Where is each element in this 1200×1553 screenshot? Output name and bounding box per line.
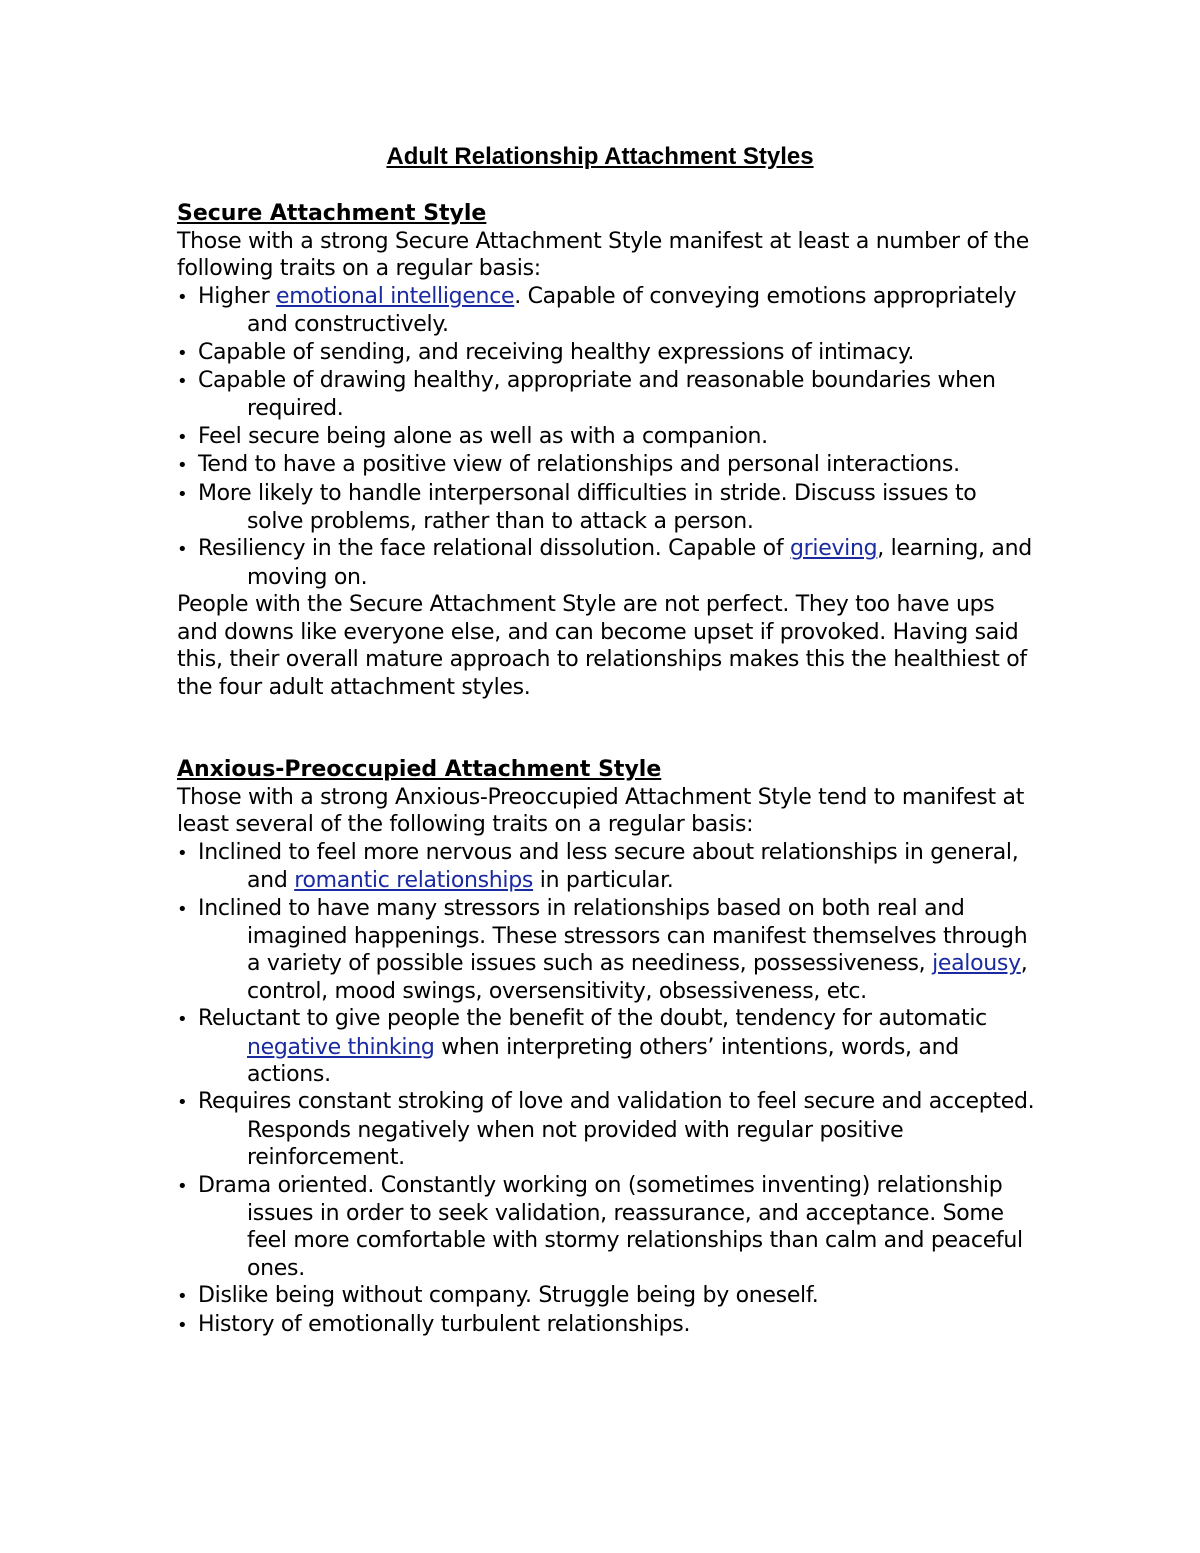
inline-link[interactable]: romantic relationships (294, 868, 534, 894)
anxious-intro: Those with a strong Anxious-Preoccupied Attachment Style tend to manifest at least several of the following traits on a regular basis: (177, 784, 1025, 838)
list-item-text: Requires constant stroking of love and validation to feel secure and accepted. Responds negatively when not provided with regular positive reinforcement. (198, 1089, 1035, 1171)
list-item (177, 1311, 1037, 1339)
list-item (177, 1172, 1037, 1283)
list-item (177, 423, 1037, 451)
list-item (177, 451, 1037, 479)
list-item (177, 1088, 1037, 1171)
document-title: Adult Relationship Attachment Styles (386, 143, 814, 170)
list-item-text: More likely to handle interpersonal difficulties in stride. Discuss issues to solve problems, rather than to attack a person. (198, 480, 977, 535)
list-item (177, 1282, 1037, 1310)
list-item-text-after: , control, mood swings, oversensitivity, obsessiveness, etc. (247, 951, 1028, 1004)
anxious-trait-list (177, 839, 1037, 1339)
section-spacer (177, 701, 1037, 756)
list-item (177, 283, 1037, 339)
list-item (177, 535, 1037, 591)
secure-heading: Secure Attachment Style (177, 201, 487, 226)
bullet-icon: • (177, 455, 188, 477)
inline-link[interactable]: emotional intelligence (276, 283, 515, 309)
list-item-text: Feel secure being alone as well as with a companion. (198, 423, 768, 449)
inline-link[interactable]: negative thinking (247, 1034, 435, 1060)
list-item-text: Dislike being without company. Struggle being by oneself. (198, 1283, 819, 1309)
list-item-text: Higher (198, 283, 277, 309)
list-item-text: Capable of sending, and receiving healthy expressions of intimacy. (198, 339, 915, 365)
anxious-section (177, 756, 1037, 1339)
list-item-text: Inclined to feel more nervous and less secure about relationships in general, and (198, 839, 1019, 894)
list-item-text-after: , learning, and moving on. (247, 536, 1032, 590)
list-item (177, 839, 1037, 895)
bullet-icon: • (177, 1286, 188, 1308)
bullet-icon: • (177, 539, 188, 561)
list-item (177, 895, 1037, 1006)
list-item-text: Capable of drawing healthy, appropriate and reasonable boundaries when required. (198, 368, 996, 422)
list-item-text-after: . Capable of conveying emotions appropriately and constructively. (247, 283, 1017, 338)
bullet-icon: • (177, 1175, 188, 1197)
secure-trait-list (177, 283, 1037, 591)
bullet-icon: • (177, 483, 188, 505)
inline-link[interactable]: jealousy (932, 951, 1021, 977)
list-item-text: Tend to have a positive view of relationships and personal interactions. (198, 452, 960, 478)
secure-intro: Those with a strong Secure Attachment Style manifest at least a number of the following traits on a regular basis: (177, 229, 1030, 282)
list-item-text: Resiliency in the face relational dissolution. Capable of (198, 536, 790, 562)
list-item-text: Inclined to have many stressors in relationships based on both real and imagined happenings. These stressors can manifest themselves through a variety of possible issues such as neediness, possessiveness, (198, 895, 1028, 977)
bullet-icon: • (177, 1092, 188, 1114)
bullet-icon: • (177, 1314, 188, 1336)
list-item-text-after: when interpreting others’ intentions, words, and actions. (247, 1034, 959, 1087)
secure-closing: People with the Secure Attachment Style are not perfect. They too have ups and downs like everyone else, and can become upset if provoked. Having said this, their overall mature approach to relationships makes this the healthiest of the four adult attachment styles. (177, 592, 1027, 700)
list-item (177, 1005, 1037, 1088)
list-item (177, 480, 1037, 536)
list-item-text: History of emotionally turbulent relationships. (198, 1311, 691, 1337)
bullet-icon: • (177, 842, 188, 864)
bullet-icon: • (177, 286, 188, 308)
bullet-icon: • (177, 898, 188, 920)
bullet-icon: • (177, 426, 188, 448)
anxious-heading: Anxious-Preoccupied Attachment Style (177, 756, 662, 782)
list-item (177, 339, 1037, 367)
list-item-text-after: in particular. (533, 868, 674, 894)
bullet-icon: • (177, 371, 188, 393)
list-item-text: Drama oriented. Constantly working on (sometimes inventing) relationship issues in order to seek validation, reassurance, and acceptance. Some feel more comfortable with stormy relationships than calm and peaceful ones. (198, 1172, 1023, 1281)
bullet-icon: • (177, 342, 188, 364)
bullet-icon: • (177, 1009, 188, 1031)
inline-link[interactable]: grieving (789, 536, 878, 562)
document-page (177, 140, 1037, 1339)
list-item (177, 367, 1037, 423)
list-item-text: Reluctant to give people the benefit of the doubt, tendency for automatic (198, 1006, 987, 1032)
secure-section (177, 200, 1037, 701)
